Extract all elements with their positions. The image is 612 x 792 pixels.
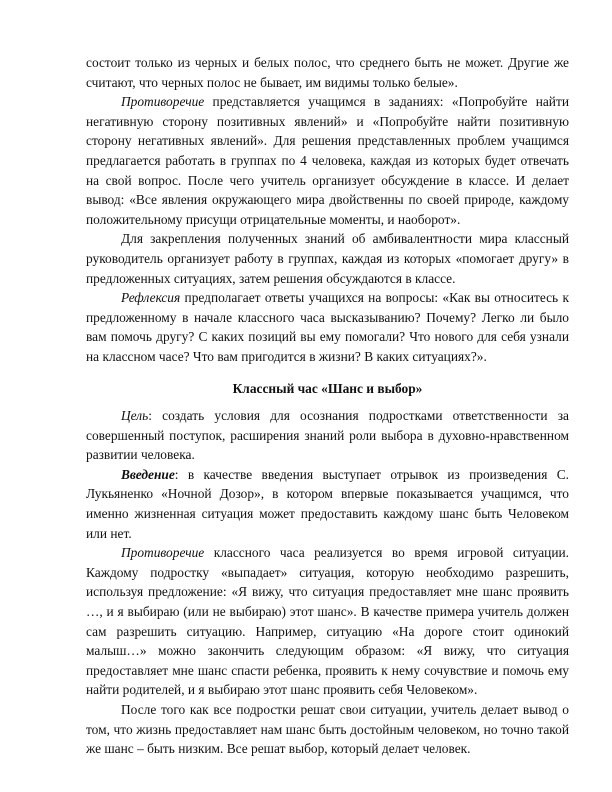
paragraph-consolidation: Для закрепления полученных знаний об амбивалентности мира классный руководитель организует работу в группах, каждая из которых «помогает другу» в предложенных ситуациях, затем решения обсуждаются в классе. (86, 231, 569, 286)
paragraph-conclusion: После того как все подростки решат свои ситуации, учитель делает вывод о том, что жизнь предоставляет нам шанс быть достойным человеком, но точно такой же шанс – быть низким. Все решат выбор, который делает человек. (86, 702, 569, 757)
document-body (86, 53, 569, 759)
paragraph-reflection (86, 288, 569, 366)
section-heading: Классный час «Шанс и выбор» (232, 380, 423, 396)
term-contradiction: Противоречие (121, 94, 205, 110)
term-introduction: Введение (121, 466, 175, 482)
paragraph-goal (86, 406, 569, 465)
term-reflection: Рефлексия (121, 290, 181, 306)
paragraph-text: : в качестве введения выступает отрывок из произведения С. Лукьяненко «Ночной Дозор», в котором впервые показывается учащимся, что именно жизненная ситуация может предоставить каждому шанс быть Человеком или нет. (86, 466, 569, 541)
paragraph-introduction (86, 465, 569, 543)
paragraph-contradiction-2 (86, 543, 569, 700)
paragraph-text: классного часа реализуется во время игровой ситуации. Каждому подростку «выпадает» ситуация, которую необходимо разрешить, используя предложение: «Я вижу, что ситуация предоставляет мне шанс проявить …, и я выбираю (или не выбираю) этот шанс». В качестве примера учитель должен сам разрешить ситуацию. Например, ситуацию «На дороге стоит одинокий малыш…» можно закончить следующим образом: «Я вижу, что ситуация предоставляет мне шанс спасти ребенка, проявить к нему сочувствие и помочь ему найти родителей, и я выбираю этот шанс проявить себя Человеком». (86, 545, 569, 698)
term-goal: Цель (121, 408, 149, 424)
term-contradiction: Противоречие (121, 545, 205, 561)
paragraph-contradiction-1 (86, 92, 569, 229)
paragraph-text: : создать условия для осознания подростками ответственности за совершенный поступок, расширения знаний роли выбора в духовно-нравственном развитии человека. (86, 408, 569, 463)
paragraph-continuation: состоит только из черных и белых полос, что среднего быть не может. Другие же считают, что черных полос не бывает, им видимы только белые». (86, 55, 569, 90)
paragraph-text: представляется учащимся в заданиях: «Попробуйте найти негативную сторону позитивных явлений» и «Попробуйте найти позитивную сторону негативных явлений». Для решения представленных проблем учащимся предлагается работать в группах по 4 человека, каждая из которых будет отвечать на свой вопрос. После чего учитель организует обсуждение в классе. И делает вывод: «Все явления окружающего мира двойственны по своей природе, каждому положительному присущи отрицательные моменты, и наоборот». (86, 94, 569, 227)
paragraph-text: предполагает ответы учащихся на вопросы: «Как вы относитесь к предложенному в начале классного часа высказыванию? Почему? Легко ли было вам помочь другу? С каких позиций вы ему помогали? Что нового для себя узнали на классном часе? Что вам пригодится в жизни? В каких ситуациях?». (86, 290, 569, 364)
